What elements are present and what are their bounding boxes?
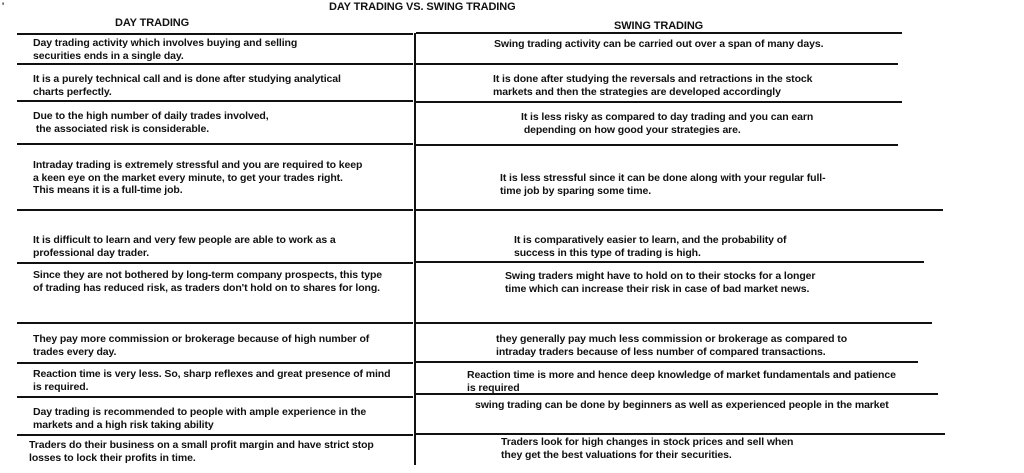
swing-cell-1: Swing trading activity can be carried out over a span of many days. xyxy=(494,38,824,50)
row-divider xyxy=(416,361,918,363)
day-cell-3: Due to the high number of daily trades involved, the associated risk is considerable. xyxy=(33,110,269,135)
swing-cell-5: It is comparatively easier to learn, and the probability of success in this type of trading is high. xyxy=(514,234,787,259)
row-divider xyxy=(17,63,413,65)
swing-cell-2: It is done after studying the reversals and retractions in the stock markets and then the strategies are developed accordingly xyxy=(493,73,813,98)
row-divider xyxy=(17,434,413,436)
day-cell-6: Since they are not bothered by long-term company prospects, this type of trading has reduced risk, as traders don't hold on to shares for long. xyxy=(33,269,383,294)
row-divider xyxy=(17,143,413,145)
row-divider xyxy=(17,33,413,35)
swing-trading-header: SWING TRADING xyxy=(614,20,704,32)
swing-cell-9: swing trading can be done by beginners as well as experienced people in the market xyxy=(475,399,889,411)
day-cell-4: Intraday trading is extremely stressful and you are required to keep a keen eye on the market every minute, to get your trades right. This means it is a full-time job. xyxy=(33,159,363,196)
day-cell-7: They pay more commission or brokerage because of high number of trades every day. xyxy=(33,333,370,358)
row-divider xyxy=(416,144,898,146)
day-cell-2: It is a purely technical call and is done after studying analytical charts perfectly. xyxy=(33,73,341,98)
row-divider xyxy=(416,32,902,34)
row-divider xyxy=(17,100,413,102)
stray-mark: ' xyxy=(2,1,5,11)
row-divider xyxy=(416,209,943,211)
swing-cell-3: It is less risky as compared to day trading and you can earn depending on how good your strategies are. xyxy=(521,111,814,136)
day-cell-8: Reaction time is very less. So, sharp reflexes and great presence of mind is required. xyxy=(33,368,391,393)
row-divider xyxy=(416,63,898,65)
row-divider xyxy=(416,101,902,103)
day-cell-5: It is difficult to learn and very few people are able to work as a professional day trader. xyxy=(33,234,336,259)
row-divider xyxy=(17,362,413,364)
day-cell-10: Traders do their business on a small profit margin and have strict stop losses to lock their profits in time. xyxy=(29,439,374,464)
swing-cell-4: It is less stressful since it can be done along with your regular full- time job by sparing some time. xyxy=(500,172,826,197)
swing-cell-8: Reaction time is more and hence deep knowledge of market fundamentals and patience is required xyxy=(467,369,896,394)
row-divider xyxy=(416,261,924,263)
day-cell-9: Day trading is recommended to people with ample experience in the markets and a high risk taking ability xyxy=(33,406,367,431)
swing-cell-7: they generally pay much less commission or brokerage as compared to intraday traders because of less number of compared transactions. xyxy=(496,333,848,358)
swing-cell-6: Swing traders might have to hold on to their stocks for a longer time which can increase their risk in case of bad market news. xyxy=(505,270,816,295)
row-divider xyxy=(17,209,413,211)
row-divider xyxy=(416,322,932,324)
swing-cell-10: Traders look for high changes in stock prices and sell when they get the best valuations for their securities. xyxy=(501,436,794,461)
row-divider xyxy=(17,262,413,264)
row-divider xyxy=(416,433,945,435)
page-title: DAY TRADING VS. SWING TRADING xyxy=(329,1,516,13)
column-divider xyxy=(414,33,416,465)
row-divider xyxy=(17,322,413,324)
day-cell-1: Day trading activity which involves buying and selling securities ends in a single day. xyxy=(33,37,298,62)
day-trading-header: DAY TRADING xyxy=(115,17,190,29)
row-divider xyxy=(17,396,413,398)
